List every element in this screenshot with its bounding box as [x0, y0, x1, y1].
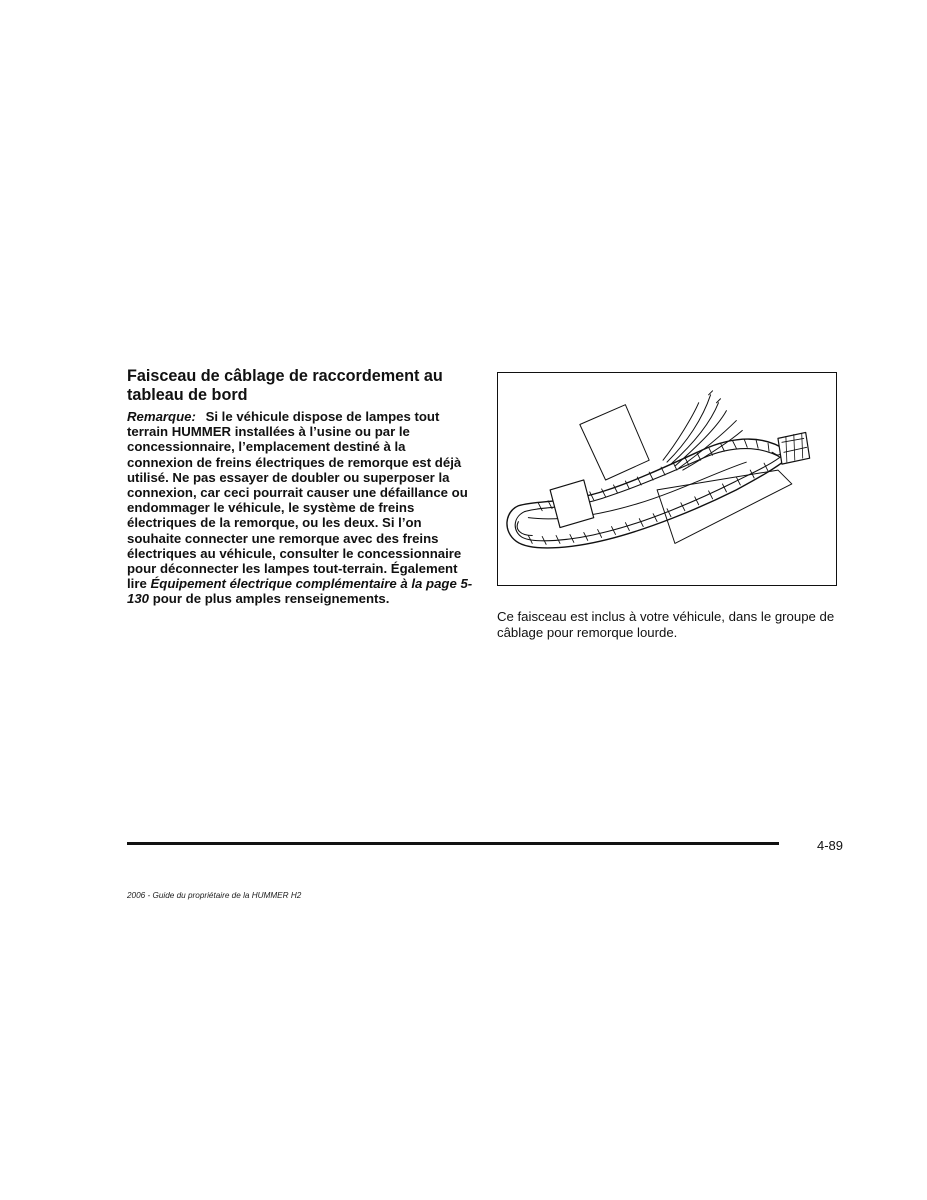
- section-title: Faisceau de câblage de raccordement au tableau de bord: [127, 367, 443, 404]
- note-text-end: pour de plus amples renseignements.: [152, 591, 390, 607]
- text-column: [127, 367, 473, 607]
- page-number: 4-89: [816, 838, 843, 853]
- wiring-harness-illustration: [497, 372, 837, 586]
- wiring-harness-drawing: [498, 373, 836, 585]
- page-rule: [127, 842, 779, 845]
- page-footer: 2006 - Guide du propriétaire de la HUMMER H2: [127, 891, 302, 900]
- note-paragraph: [127, 409, 473, 607]
- figure-caption: Ce faisceau est inclus à votre véhicule, dans le groupe de câblage pour remorque lourde.: [497, 609, 835, 640]
- note-label: Remarque:: [127, 409, 196, 424]
- cross-reference-link[interactable]: Équipement électrique complémentaire à la page 5-130: [127, 576, 473, 607]
- note-text: Si le véhicule dispose de lampes tout terrain HUMMER installées à l’usine ou par le concessionnaire, l’emplacement destiné à la connexion de freins électriques de remorque est déjà utilisé. Ne pas essayer de doubler ou superposer la connexion, car ceci pourrait causer une défaillance ou endommager le véhicule, le système de freins électriques de la remorque, ou les deux. Si l’on souhaite connecter une remorque avec des freins électriques au véhicule, consulter le concessionnaire pour déconnecter les lampes tout-terrain. Également lire: [127, 409, 468, 592]
